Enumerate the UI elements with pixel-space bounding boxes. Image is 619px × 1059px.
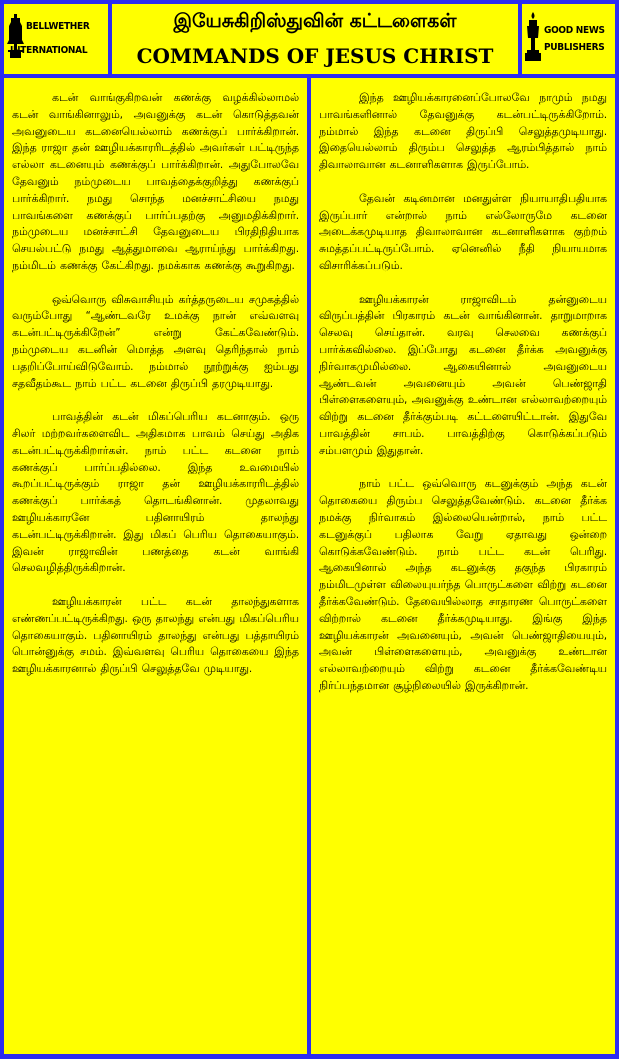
bell-icon [4, 4, 108, 74]
title-tamil: இயேசுகிறிஸ்துவின் கட்டளைகள் [173, 10, 457, 32]
right-paragraph-4: நாம் பட்ட ஒவ்வொரு கடனுக்கும் அந்த கடன் தொகையை திரும்ப செலுத்தவேண்டும். கடனை தீர்க்க நமக்கு நிர்வாகம் இல்லையென்றால், நாம் பட்ட கடனுக்குப் பதிலாக வேறு ஏதாவது ஒன்றை கொடுக்கவேண்டும். நாம் பட்ட கடன் பெரிது. ஆகையினால் அந்த கடனுக்கு தகுந்த பிரகாரம் நம்மிடமுள்ள விலையுயர்ந்த பொருட்களை விற்று கடனை தீர்க்கவேண்டும். தேவையில்லாத சாதாரண பொருட்களை விற்றால் கடனை தீர்க்கமுடியாது. இங்கு இந்த ஊழியக்காரன் அவனையும், அவன் பெண்ஜாதியையும், அவன் பிள்ளைகளையும், அவனுக்கு உண்டான எல்லாவற்றையும் விற்று கடனை தீர்க்கவேண்டிய நிர்ப்பந்தமான சூழ்நிலையில் இருக்கிறான். [319, 477, 607, 692]
left-logo-line2: INTERNATIONAL [10, 45, 88, 56]
left-paragraph-4: ஊழியக்காரன் பட்ட கடன் தாலந்துகளாக எண்ணப்பட்டிருக்கிறது. ஒரு தாலந்து என்பது மிகப்பெரிய தொகையாகும். பதினாயிரம் தாலந்து என்பது பத்தாயிரம் பொன்னுக்கு சமம். இவ்வளவு பெரிய தொகையை இந்த ஊழியக்காரனால் திருப்பி செலுத்தவே முடியாது. [12, 594, 299, 676]
title-english: COMMANDS OF JESUS CHRIST [136, 44, 494, 68]
right-paragraph-3: ஊழியக்காரன் ராஜாவிடம் தன்னுடைய விருப்பத்தின் பிரகாரம் கடன் வாங்கினான். தாறுமாறாக செலவு செய்தான். வரவு செலவை கணக்குப் பார்க்கவில்லை. இப்போது கடனை தீர்க்க அவனுக்கு நிர்வாகமுமில்லை. ஆகையினால் அவனுடைய ஆண்டவன் அவனையும் அவன் பெண்ஜாதி பிள்ளைகளையும், அவனுக்கு உண்டான எல்லாவற்றையும் விற்று கடனை தீர்க்கும்படி கட்டளையிட்டான். இதுவே பாவத்தின் சாபம். பாவத்திற்கு கொடுக்கப்படும் சம்பளமும் இதுதான். [319, 292, 607, 457]
lamp-icon [522, 4, 615, 74]
left-paragraph-3: பாவத்தின் கடன் மிகப்பெரிய கடனாகும். ஒரு சிலர் மற்றவர்களைவிட அதிகமாக பாவம் செய்து அதிக கடன்பட்டிருக்கிறார்கள். நாம் பட்ட கடனை நாம் கணக்குப் பார்ப்பதில்லை. இந்த உவமையில் கூறப்பட்டிருக்கும் ராஜா தன் ஊழியக்காரரிடத்தில் கணக்குப் பார்க்கத் தொடங்கினான். முதலாவது ஊழியக்காரனே பதினாயிரம் தாலந்து கடன்பட்டிருக்கிறான். இது மிகப் பெரிய தொகையாகும். இவன் ராஜாவின் பணத்தை கடன் வாங்கி செலவழித்திருக்கிறான். [12, 410, 299, 575]
left-logo-line1: BELLWETHER [26, 21, 90, 32]
right-paragraph-1: இந்த ஊழியக்காரனைப்போலவே நாமும் நமது பாவங்களினால் தேவனுக்கு கடன்பட்டிருக்கிறோம். நம்மால் இந்த கடனை திருப்பி செலுத்தமுடியாது. இதையெல்லாம் திரும்ப செலுத்த ஆரம்பித்தால் நாம் திவாலாவான கடனாளிகளாக இருப்போம். [319, 91, 607, 172]
right-logo-line1: GOOD NEWS [544, 25, 605, 36]
left-paragraph-1: கடன் வாங்குகிறவன் கணக்கு வழக்கில்லாமல் கடன் வாங்கினாலும், அவனுக்கு கடன் கொடுத்தவன் அவனுடைய கடனையெல்லாம் கணக்குப் பார்க்கிறான். இந்த ராஜா தன் ஊழியக்காரரிடத்தில் அவர்கள் பட்டிருந்த எல்லா கடனையும் கணக்குப் பார்க்கிறான். அதுபோலவே தேவனும் நம்முடைய பாவத்தைக்குறித்து கணக்குப் பார்க்கிறார். நமது சொந்த மனச்சாட்சியை நமது பாவங்களை கணக்குப் பார்ப்பதற்கு அனுமதிக்கிறார். நம்முடைய மனச்சாட்சி தேவனுடைய பிரதிநிதியாக செயல்பட்டு நமது ஆத்துமாவை ஆராய்ந்து பார்க்கிறது. நம்மிடம் கணக்கு கேட்கிறது. நமக்காக கணக்கு கூறுகிறது. [12, 91, 299, 272]
left-column [4, 78, 307, 1054]
publisher-logo-left [4, 4, 108, 74]
right-paragraph-2: தேவன் கடினமான மனதுள்ள நியாயாதிபதியாக இருப்பார் என்றால் நாம் எல்லோருமே கடனை அடைக்கமுடியாத திவாலாவான கடனாளிகளாக குற்றம் சுமத்தப்பட்டிருப்போம். ஏனெனில் நீதி நியாயமாக விசாரிக்கப்படும். [319, 191, 607, 272]
publisher-logo-right [522, 4, 615, 74]
title-banner [112, 4, 518, 74]
left-paragraph-2: ஒவ்வொரு விசுவாசியும் கர்த்தருடைய சமுகத்தில் வரும்போது “ஆண்டவரே உமக்கு நான் எவ்வளவு கடன்பட்டிருக்கிறேன்” என்று கேட்கவேண்டும். நம்முடைய கடனின் மொத்த அளவு தெரிந்தால் நாம் பதறிப்போய்விடுவோம். நம்மால் நூற்றுக்கு ஐம்பது சதவீதம்கூட நாம் பட்ட கடனை திருப்பி தரமுடியாது. [12, 292, 299, 390]
right-logo-line2: PUBLISHERS [544, 42, 605, 53]
right-column [311, 78, 615, 1054]
